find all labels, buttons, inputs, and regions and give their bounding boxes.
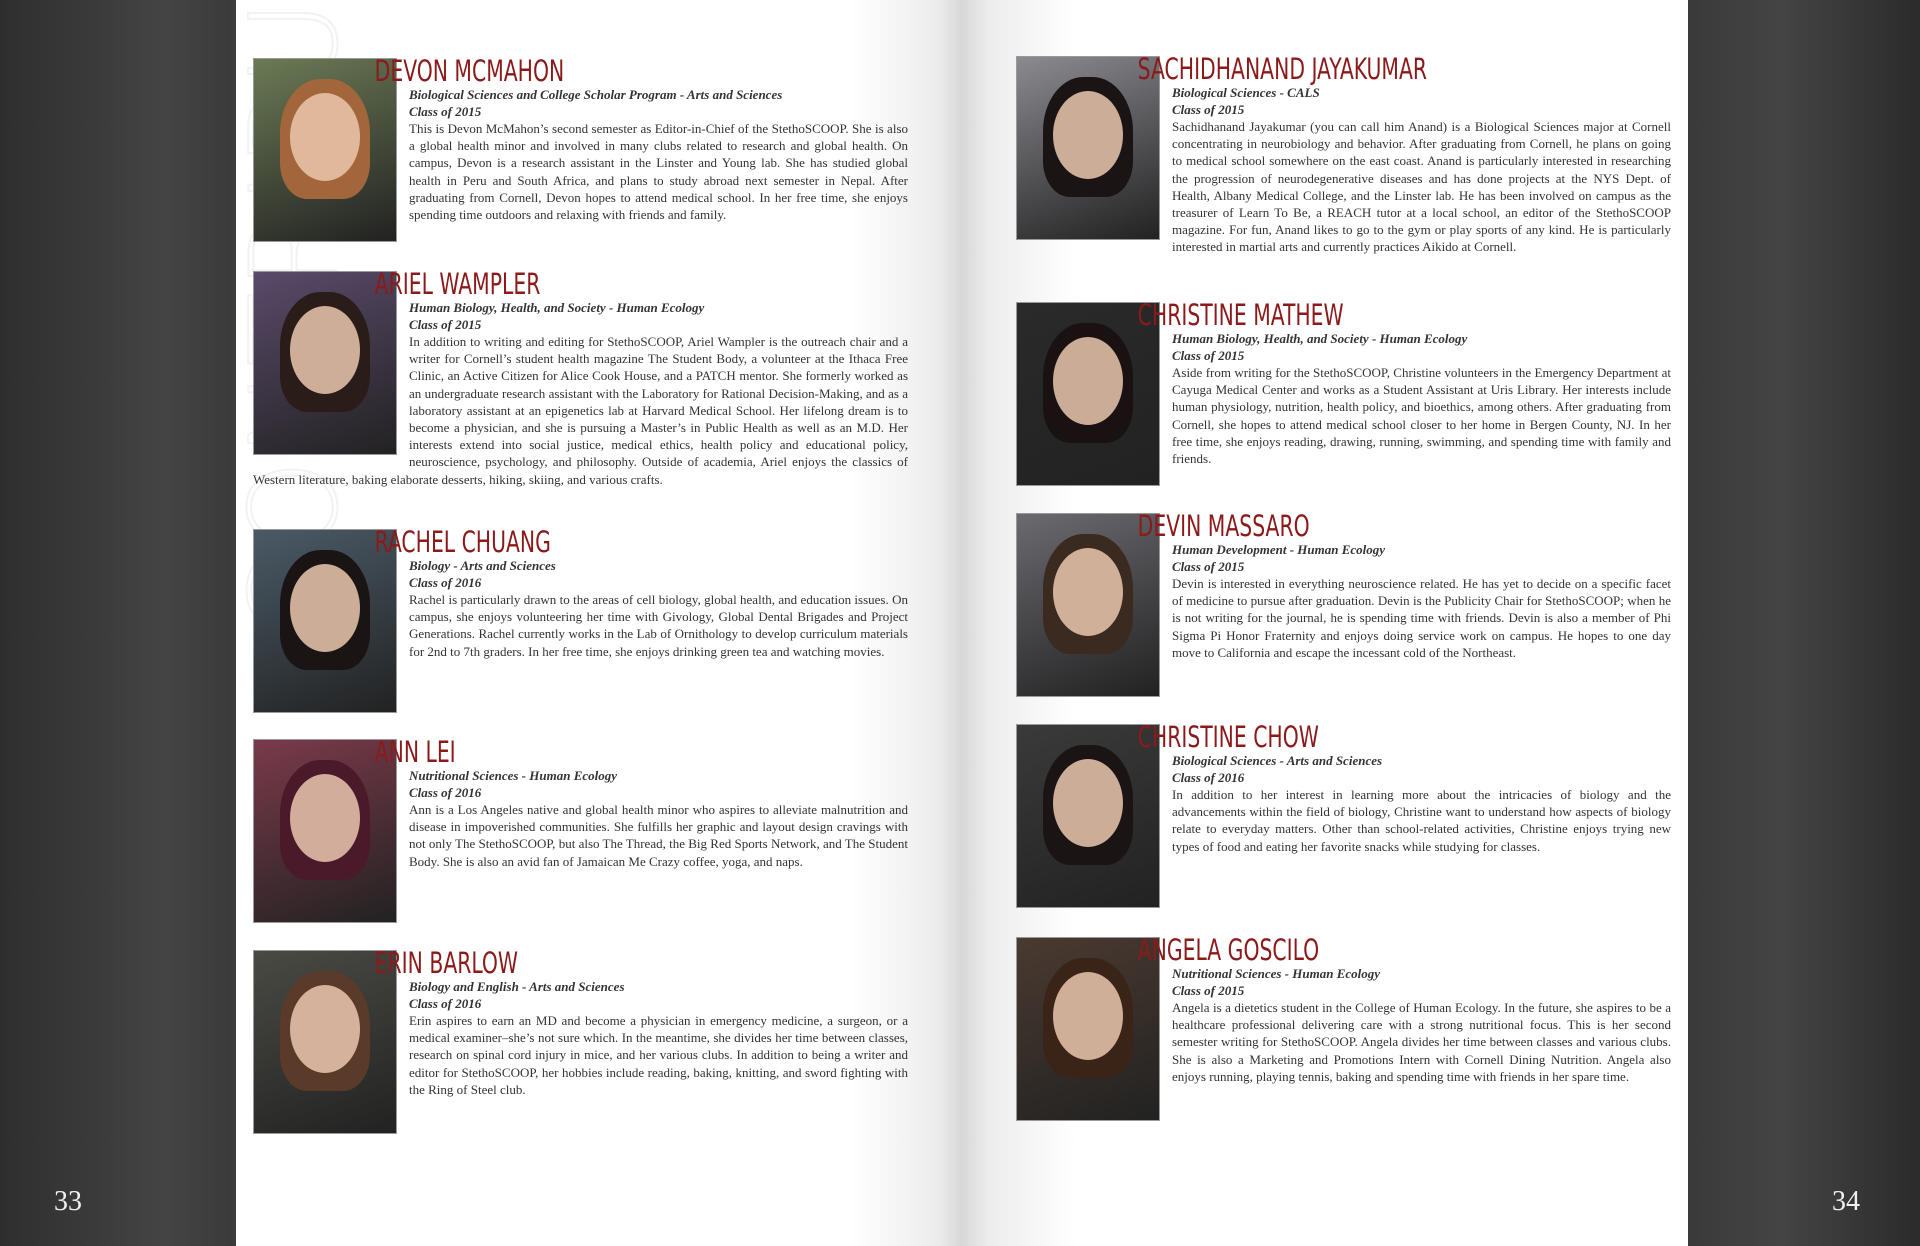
contributor-major: Nutritional Sciences - Human Ecology [409, 768, 618, 783]
contributor-name: CHRISTINE CHOW [1137, 720, 1319, 754]
contributor-class: Class of 2015 [409, 317, 482, 332]
contributor-class: Class of 2015 [1172, 102, 1245, 117]
contributor-major: Biology and English - Arts and Sciences [409, 979, 625, 994]
contributor-name: RACHEL CHUANG [374, 525, 551, 559]
contributor-bio: Aside from writing for the StethoSCOOP, Christine volunteers in the Emergency Department at Cayuga Medical Center and works as a Student Assistant at Uris Library. Her interests include human physiology, nutrition, health policy, and bioethics, among others. After graduating from Cornell, she hopes to attend medical school closer to her home in Bergen County, NJ. In her free time, she enjoys reading, drawing, running, swimming, and spending time with family and friends. [1172, 365, 1671, 467]
contributor-bio: This is Devon McMahon’s second semester as Editor-in-Chief of the StethoSCOOP. She is also a global health minor and involved in many clubs related to research and global health. On campus, Devon is a research assistant in the Linster and Young lab. She has studied global health in Peru and South Africa, and plans to study abroad next semester in Nepal. After graduating from Cornell, Devon hopes to attend medical school. In her free time, she enjoys spending time outdoors and relaxing with friends and family. [409, 121, 908, 223]
contributor-major: Human Biology, Health, and Society - Human Ecology [409, 300, 705, 315]
contributor-class: Class of 2015 [1172, 348, 1245, 363]
contributor-class: Class of 2016 [409, 996, 482, 1011]
contributor-class: Class of 2016 [1172, 770, 1245, 785]
contributor-major: Biological Sciences - Arts and Sciences [1172, 753, 1383, 768]
contributor-class: Class of 2015 [1172, 559, 1245, 574]
contributor-major: Human Biology, Health, and Society - Human Ecology [1172, 331, 1468, 346]
contributor-bio: Angela is a dietetics student in the College of Human Ecology. In the future, she aspires to be a healthcare professional delivering care with a strong nutritional focus. This is her second semester writing for StethoSCOOP. Angela divides her time between classes and various clubs. She is also a Marketing and Promotions Intern with Cornell Dining Nutrition. Angela also enjoys running, playing tennis, baking and spending time with friends in her spare time. [1172, 1000, 1671, 1084]
contributor-entry [253, 267, 908, 488]
contributor-entry [253, 946, 908, 1140]
contributor-bio: Devin is interested in everything neuroscience related. He has yet to decide on a specific facet of medicine to pursue after graduation. Devin is the Publicity Chair for StethoSCOOP; when he is not writing for the journal, he is spending time with friends. Devin is also a member of Phi Sigma Pi Honor Fraternity and enjoys doing service work on campus. He hopes to one day move to California and escape the incessant cold of the Northeast. [1172, 576, 1671, 660]
contributor-name: ARIEL WAMPLER [374, 267, 541, 301]
contributor-class: Class of 2016 [409, 785, 482, 800]
contributor-bio: In addition to writing and editing for StethoSCOOP, Ariel Wampler is the outreach chair and a writer for Cornell’s student health magazine The Student Body, a volunteer at the Ithaca Free Clinic, an Active Citizen for Alice Cook House, and a PATCH mentor. She formerly worked as an undergraduate research assistant with the Laboratory for Rational Decision-Making, and as a laboratory assistant at an epigenetics lab at Harvard Medical School. Her lifelong dream is to become a physician, and she is pursuing a Master’s in Public Health as well as an M.D. Her interests extend into social justice, medical ethics, health policy and educational policy, neuroscience, psychology, and philosophy. Outside of academia, Ariel enjoys the classics of Western literature, baking elaborate desserts, hiking, skiing, and various crafts. [253, 334, 908, 487]
left-margin [0, 0, 236, 1246]
contributor-name: DEVON MCMAHON [374, 54, 565, 88]
contributor-name: ERIN BARLOW [374, 946, 519, 980]
right-margin [1688, 0, 1920, 1246]
contributor-major: Biological Sciences and College Scholar Program - Arts and Sciences [409, 87, 783, 102]
contributor-class: Class of 2015 [409, 104, 482, 119]
contributor-entry [253, 735, 908, 929]
contributor-name: ANN LEI [374, 735, 456, 769]
contributor-entry [1016, 720, 1671, 914]
contributor-major: Nutritional Sciences - Human Ecology [1172, 966, 1381, 981]
contributor-bio: Ann is a Los Angeles native and global health minor who aspires to alleviate malnutrition and disease in impoverished communities. She fulfills her graphic and layout design cravings with not only The StethoSCOOP, but also The Thread, the Big Red Sports Network, and The Student Body. She is also an avid fan of Jamaican Me Crazy coffee, yoga, and naps. [409, 802, 908, 869]
contributor-entry [1016, 509, 1671, 703]
contributor-entry [1016, 52, 1671, 256]
contributor-class: Class of 2016 [409, 575, 482, 590]
contributor-entry [1016, 933, 1671, 1127]
contributor-bio: Sachidhanand Jayakumar (you can call him Anand) is a Biological Sciences major at Cornell concentrating in neurobiology and behavior. After graduating from Cornell, he plans on going to medical school somewhere on the east coast. Anand is particularly interested in researching the progression of neurodegenerative diseases and has done projects at the NYS Dept. of Health, Albany Medical College, and the Linster lab. He has been involved on campus as the treasurer of Learn To Be, a REACH tutor at a local school, an editor of the StethoSCOOP magazine. For fun, Anand likes to go to the gym or play sports of any kind. He is particularly interested in martial arts and currently practices Aikido at Cornell. [1172, 119, 1671, 255]
contributor-name: CHRISTINE MATHEW [1137, 298, 1344, 332]
contributor-entry [253, 54, 908, 248]
contributor-bio: Rachel is particularly drawn to the areas of cell biology, global health, and education issues. On campus, she enjoys volunteering her time with Givology, Global Dental Brigades and Project Generations. Rachel currently works in the Lab of Ornithology to develop curriculum materials for 2nd to 7th graders. In her free time, she enjoys drinking green tea and watching movies. [409, 592, 908, 659]
contributor-major: Biological Sciences - CALS [1172, 85, 1320, 100]
contributor-name: ANGELA GOSCILO [1137, 933, 1320, 967]
page-number-right: 34 [1832, 1186, 1860, 1217]
contributor-entry [253, 525, 908, 719]
contributor-name: SACHIDHANAND JAYAKUMAR [1137, 52, 1428, 86]
page-number-left: 33 [54, 1186, 82, 1217]
contributor-bio: In addition to her interest in learning more about the intricacies of biology and the advancements within the field of biology, Christine want to understand how aspects of biology relate to everyday matters. Other than school-related activities, Christine enjoys trying new types of food and eating her favorite snacks while studying for classes. [1172, 787, 1671, 854]
contributor-entry [1016, 298, 1671, 492]
contributor-major: Human Development - Human Ecology [1172, 542, 1386, 557]
contributor-name: DEVIN MASSARO [1137, 509, 1310, 543]
contributor-major: Biology - Arts and Sciences [409, 558, 556, 573]
contributor-class: Class of 2015 [1172, 983, 1245, 998]
contributor-bio: Erin aspires to earn an MD and become a physician in emergency medicine, a surgeon, or a medical examiner–she’s not sure which. In the meantime, she divides her time between classes, research on spinal cord injury in mice, and her various clubs. In addition to being a writer and editor for StethoSCOOP, her hobbies include reading, baking, knitting, and sword fighting with the Ring of Steel club. [409, 1013, 908, 1097]
